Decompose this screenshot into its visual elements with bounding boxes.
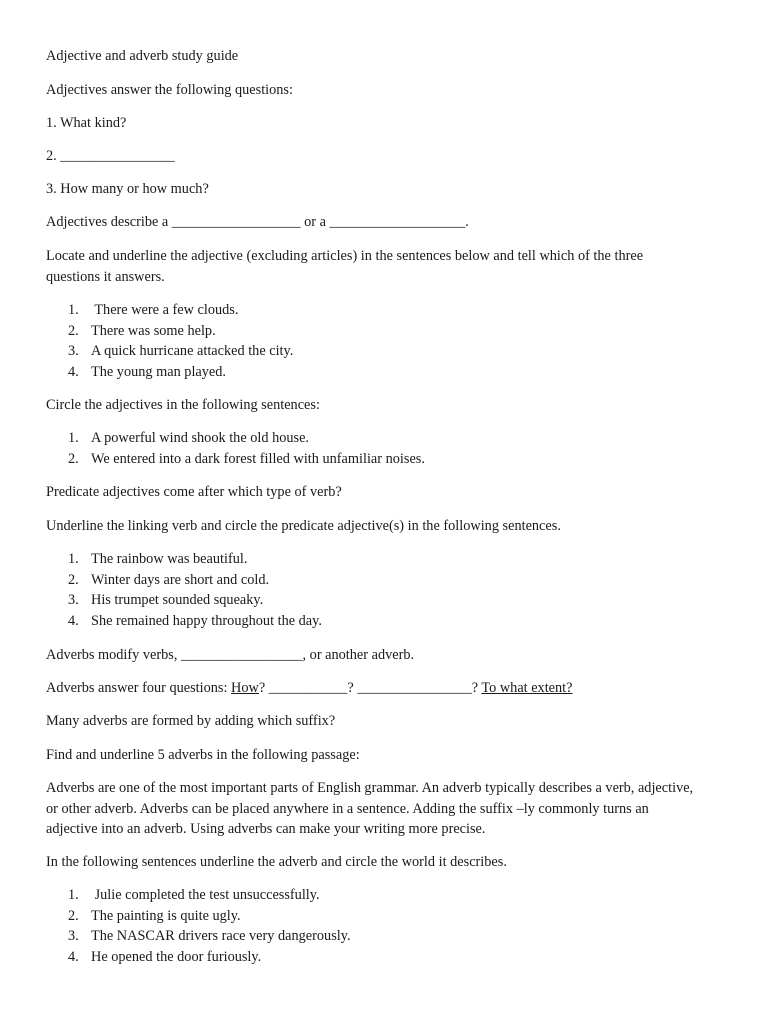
- list-number: 1.: [68, 551, 79, 567]
- adjectives-describe: Adjectives describe a __________________ or a ___________________.: [46, 214, 469, 230]
- adverbs-passage: Adverbs are one of the most important parts of English grammar. An adverb typically describes a verb, adjective, or other adverb. Adverbs can be placed anywhere in a sentence. Adding the suffix –ly commonly turns an adjective into an adverb. Using adverbs can make your writing more precise.: [46, 780, 694, 838]
- list-item: [46, 611, 322, 632]
- list-number: 3.: [68, 592, 79, 609]
- list-item: [46, 590, 322, 611]
- list-number: 3.: [68, 343, 79, 360]
- list-item: [46, 926, 351, 947]
- list-number: 2.: [68, 571, 79, 588]
- list-text: We entered into a dark forest filled with unfamiliar noises.: [91, 450, 425, 467]
- to-what-extent-underlined: To what extent?: [481, 680, 573, 696]
- list-item: [46, 341, 293, 362]
- list-text: There was some help.: [91, 322, 216, 339]
- question-1: 1. What kind?: [46, 115, 127, 131]
- list-item: [46, 449, 425, 470]
- list-item: [46, 362, 293, 383]
- list-item: [46, 321, 293, 342]
- list-number: 2.: [68, 907, 79, 924]
- list-number: 1.: [68, 302, 79, 318]
- list-text: She remained happy throughout the day.: [91, 613, 322, 630]
- final-instructions: In the following sentences underline the adverb and circle the world it describes.: [46, 854, 507, 870]
- list-text: There were a few clouds.: [91, 302, 239, 318]
- question-2-blank: 2. ________________: [46, 148, 175, 164]
- adverbs-answer-prefix: Adverbs answer four questions:: [46, 680, 232, 696]
- suffix-question: Many adverbs are formed by adding which suffix?: [46, 713, 336, 729]
- circle-instructions: Circle the adjectives in the following sentences:: [46, 397, 320, 413]
- list-text: Julie completed the test unsuccessfully.: [91, 887, 320, 903]
- adjectives-intro: Adjectives answer the following questions:: [46, 82, 293, 98]
- list-item: [46, 885, 351, 906]
- list-text: A quick hurricane attacked the city.: [91, 343, 294, 360]
- document-title: Adjective and adverb study guide: [46, 48, 239, 64]
- list-text: Winter days are short and cold.: [91, 571, 270, 588]
- list-number: 2.: [68, 450, 79, 467]
- list-number: 1.: [68, 430, 79, 446]
- list-text: The young man played.: [91, 364, 226, 381]
- list-text: The NASCAR drivers race very dangerously.: [91, 928, 351, 945]
- answer-blank-1: ___________?: [268, 680, 354, 696]
- locate-instructions: Locate and underline the adjective (excluding articles) in the sentences below and tell which of the three questions it answers.: [46, 248, 644, 285]
- list-item: [46, 300, 293, 321]
- list-text: The painting is quite ugly.: [91, 907, 241, 924]
- linking-instructions: Underline the linking verb and circle the predicate adjective(s) in the following sentences.: [46, 518, 561, 534]
- list-number: 4.: [68, 613, 79, 630]
- list-text: He opened the door furiously.: [91, 949, 262, 966]
- final-list: [46, 885, 351, 968]
- list-number: 4.: [68, 949, 79, 966]
- predicate-question: Predicate adjectives come after which type of verb?: [46, 484, 342, 500]
- list-item: [46, 906, 351, 927]
- circle-list: [46, 428, 425, 469]
- how-underlined: How: [231, 680, 259, 696]
- list-text: A powerful wind shook the old house.: [91, 430, 310, 446]
- linking-list: [46, 549, 322, 632]
- adverbs-answer: [46, 678, 700, 699]
- list-number: 3.: [68, 928, 79, 945]
- list-item: [46, 428, 425, 449]
- list-text: The rainbow was beautiful.: [91, 551, 248, 567]
- how-question-mark: ?: [258, 680, 266, 696]
- adverbs-modify: Adverbs modify verbs, _________________, or another adverb.: [46, 647, 415, 663]
- list-number: 1.: [68, 887, 79, 903]
- answer-blank-2: ________________?: [357, 680, 482, 696]
- question-3: 3. How many or how much?: [46, 181, 209, 197]
- list-item: [46, 549, 322, 570]
- list-text: His trumpet sounded squeaky.: [91, 592, 264, 609]
- locate-list: [46, 300, 293, 383]
- list-item: [46, 947, 351, 968]
- list-item: [46, 570, 322, 591]
- list-number: 2.: [68, 322, 79, 339]
- list-number: 4.: [68, 364, 79, 381]
- find-instructions: Find and underline 5 adverbs in the following passage:: [46, 747, 360, 763]
